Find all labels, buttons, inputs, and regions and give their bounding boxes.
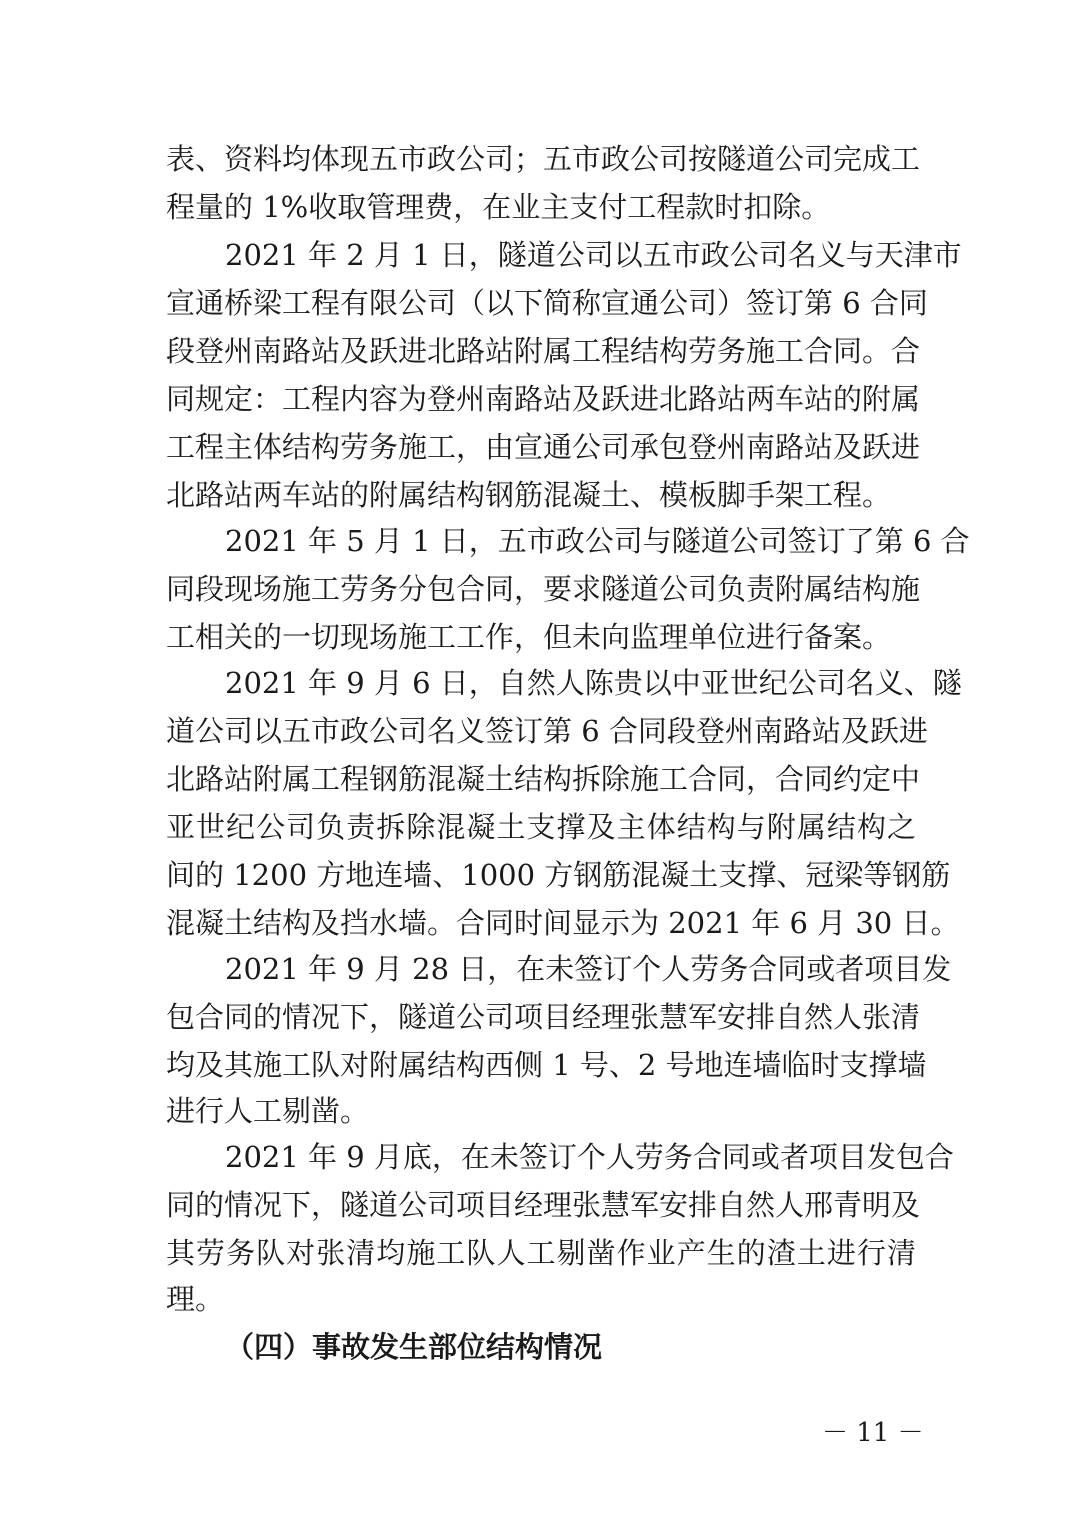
paragraph-start-line: 2021 年 9 月 28 日，在未签订个人劳务合同或者项目发 xyxy=(225,952,952,986)
text-line: 进行人工剔凿。 xyxy=(166,1094,370,1128)
text-line: 间的 1200 方地连墙、1000 方钢筋混凝土支撑、冠梁等钢筋 xyxy=(166,858,951,892)
text-line: 同规定：工程内容为登州南路站及跃进北路站两车站的附属 xyxy=(166,382,921,416)
paragraph-start-line: 2021 年 2 月 1 日，隧道公司以五市政公司名义与天津市 xyxy=(225,238,962,272)
text-line: 表、资料均体现五市政公司；五市政公司按隧道公司完成工 xyxy=(166,142,921,176)
text-line: 其劳务队对张清均施工队人工剔凿作业产生的渣土进行清 xyxy=(166,1236,916,1270)
text-line: 程量的 1%收取管理费，在业主支付工程款时扣除。 xyxy=(166,190,831,224)
text-line: 亚世纪公司负责拆除混凝土支撑及主体结构与附属结构之 xyxy=(166,810,916,844)
text-line: 均及其施工队对附属结构西侧 1 号、2 号地连墙临时支撑墙 xyxy=(166,1048,927,1082)
text-line: 包合同的情况下，隧道公司项目经理张慧军安排自然人张清 xyxy=(166,1000,921,1034)
paragraph-start-line: 2021 年 9 月 6 日，自然人陈贵以中亚世纪公司名义、隧 xyxy=(225,666,962,700)
page-number: － 11 － xyxy=(822,1418,924,1448)
text-line: 北路站两车站的附属结构钢筋混凝土、模板脚手架工程。 xyxy=(166,478,892,512)
paragraph-start-line: 2021 年 5 月 1 日，五市政公司与隧道公司签订了第 6 合 xyxy=(225,524,970,558)
text-line: 宣通桥梁工程有限公司（以下简称宣通公司）签订第 6 合同 xyxy=(166,286,928,320)
text-line: 工相关的一切现场施工工作，但未向监理单位进行备案。 xyxy=(166,620,892,654)
text-line: 段登州南路站及跃进北路站附属工程结构劳务施工合同。合 xyxy=(166,334,921,368)
text-line: 工程主体结构劳务施工，由宣通公司承包登州南路站及跃进 xyxy=(166,430,921,464)
text-line: 同段现场施工劳务分包合同，要求隧道公司负责附属结构施 xyxy=(166,572,921,606)
text-line: 北路站附属工程钢筋混凝土结构拆除施工合同，合同约定中 xyxy=(166,762,921,796)
text-line: 道公司以五市政公司名义签订第 6 合同段登州南路站及跃进 xyxy=(166,714,928,748)
text-line: 混凝土结构及挡水墙。合同时间显示为 2021 年 6 月 30 日。 xyxy=(166,906,960,940)
text-line: 理。 xyxy=(166,1282,225,1316)
text-line: 同的情况下，隧道公司项目经理张慧军安排自然人邢青明及 xyxy=(166,1188,921,1222)
section-heading: （四）事故发生部位结构情况 xyxy=(225,1330,603,1364)
paragraph-start-line: 2021 年 9 月底，在未签订个人劳务合同或者项目发包合 xyxy=(225,1140,954,1174)
